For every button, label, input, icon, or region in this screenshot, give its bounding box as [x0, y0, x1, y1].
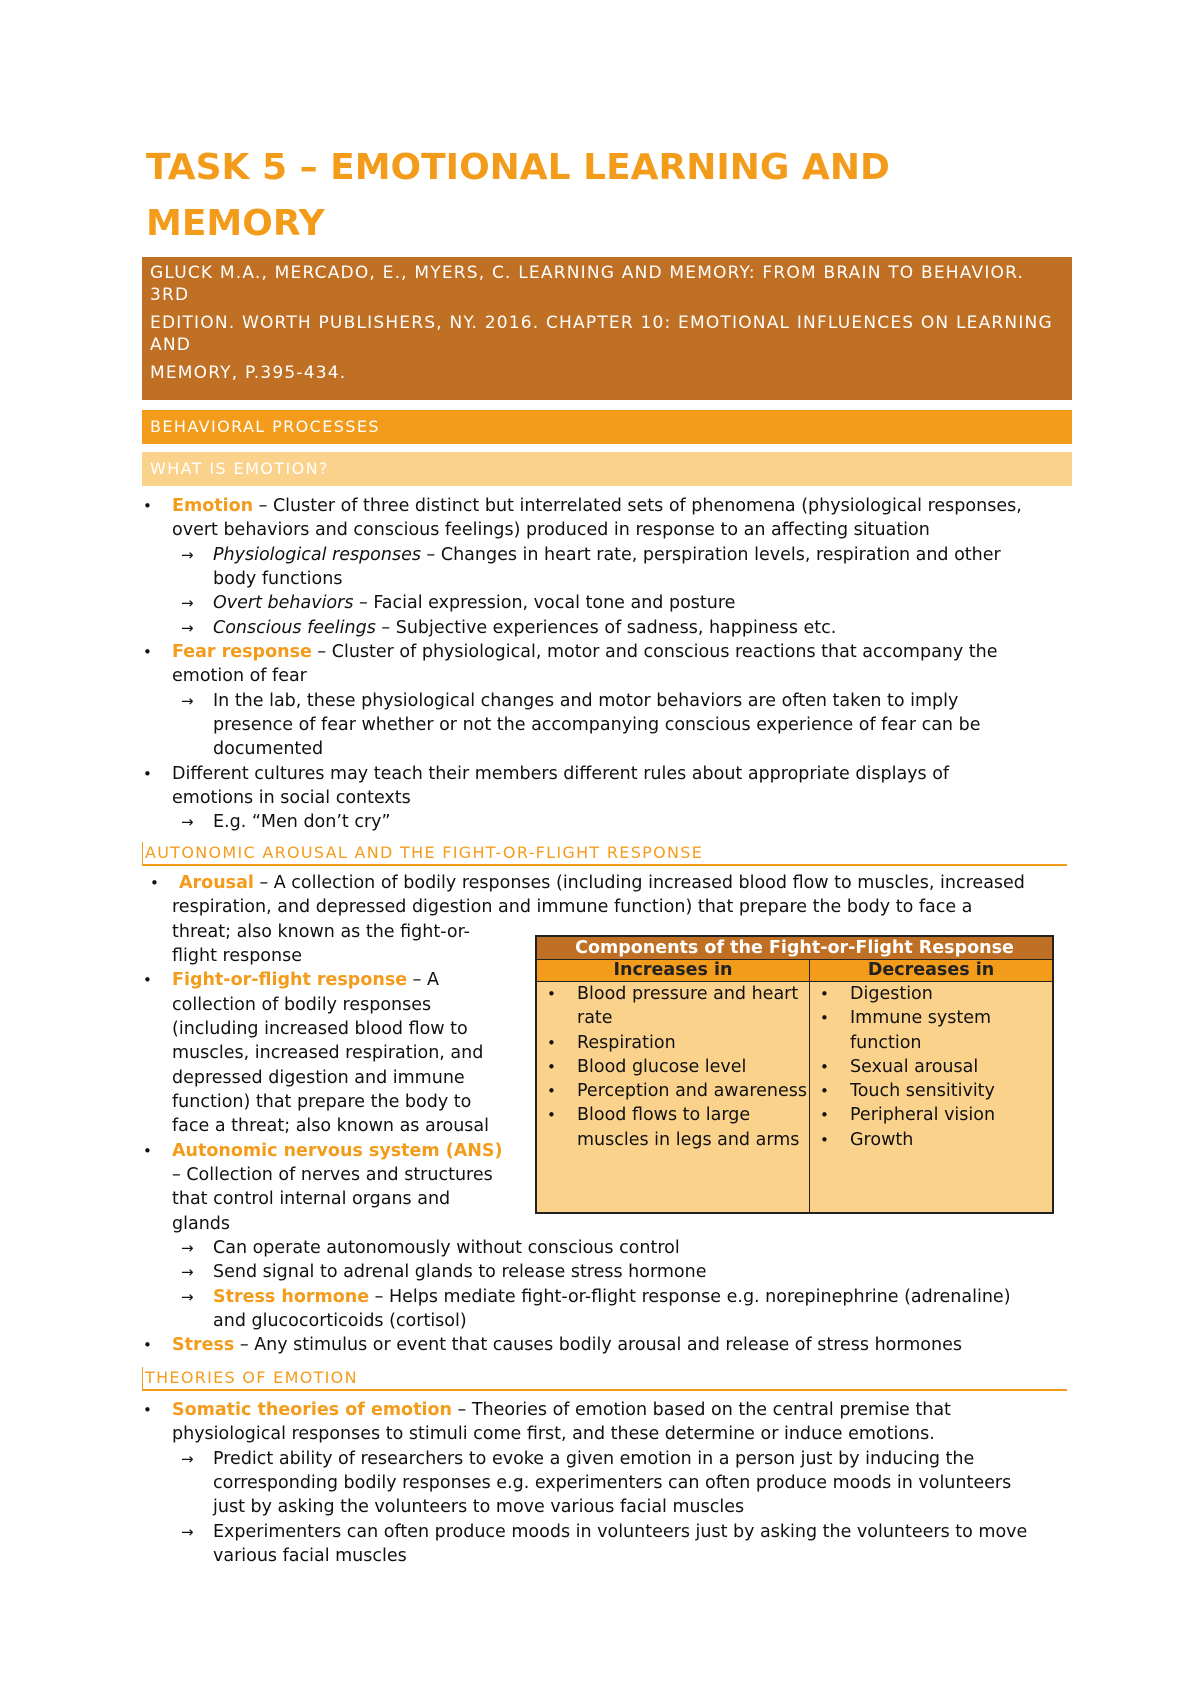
definition-text: face a threat; also known as arousal [172, 1116, 490, 1136]
list-item: • Digestion [850, 982, 1052, 1006]
list-item [172, 1398, 951, 1422]
table-caption: Components of the Fight-or-Flight Response [536, 936, 1053, 960]
list-item [179, 871, 1025, 895]
definition-text: muscles, increased respiration, and [172, 1043, 484, 1063]
definition-text: body functions [213, 569, 343, 589]
list-item [172, 494, 1022, 518]
list-item: • Blood flows to large muscles in legs and arms [577, 1103, 809, 1152]
list-item [172, 1333, 962, 1357]
list-item: • Sexual arousal [850, 1055, 1052, 1079]
definition-text: – Subjective experiences of sadness, happiness etc. [375, 618, 837, 638]
subsection-heading-emotion: WHAT IS EMOTION? [142, 452, 1072, 486]
list-item [172, 968, 439, 992]
definition-text: depressed digestion and immune [172, 1068, 465, 1088]
list-item [213, 616, 836, 640]
list-item: • Growth [850, 1128, 1052, 1152]
reference-block [142, 257, 1072, 400]
list-item: • Peripheral vision [850, 1103, 1052, 1127]
term-somatic: Somatic theories of emotion [172, 1400, 452, 1420]
definition-text: – Collection of nerves and structures [172, 1165, 493, 1185]
definition-text: (including increased blood flow to [172, 1019, 468, 1039]
term-stress-hormone: Stress hormone [213, 1287, 370, 1307]
term-ans: Autonomic nervous system (ANS) [172, 1141, 503, 1161]
list-item: → Send signal to adrenal glands to release stress hormone [213, 1260, 706, 1284]
column-header-decreases: Decreases in [810, 960, 1054, 982]
list-item: → Can operate autonomously without conscious control [213, 1236, 680, 1260]
definition-text: collection of bodily responses [172, 995, 432, 1015]
list-item: → Predict ability of researchers to evoke a given emotion in a person just by inducing the [213, 1447, 974, 1471]
definition-text: emotions in social contexts [172, 788, 411, 808]
list-item: → Experimenters can often produce moods in volunteers just by asking the volunteers to move [213, 1520, 1027, 1544]
definition-text: – Cluster of physiological, motor and conscious reactions that accompany the [311, 642, 998, 662]
definition-text: – A [407, 970, 439, 990]
term-overt: Overt behaviors [213, 593, 354, 613]
list-item: • Perception and awareness [577, 1079, 809, 1103]
definition-text: function) that prepare the body to [172, 1092, 472, 1112]
definition-text: just by asking the volunteers to move various facial muscles [213, 1497, 745, 1517]
definition-text: documented [213, 739, 324, 759]
definition-text: emotion of fear [172, 666, 307, 686]
fight-or-flight-table [535, 935, 1054, 1214]
definition-text: corresponding bodily responses e.g. experimenters can often produce moods in volunteers [213, 1473, 1012, 1493]
reference-line: EDITION. WORTH PUBLISHERS, NY. 2016. CHAPTER 10: EMOTIONAL INFLUENCES ON LEARNING AND [150, 313, 1053, 355]
term-arousal: Arousal [179, 873, 254, 893]
list-item [213, 543, 1001, 567]
list-item: → E.g. “Men don’t cry” [213, 810, 391, 834]
definition-text: – Any stimulus or event that causes bodily arousal and release of stress hormones [234, 1335, 962, 1355]
term-fight-or-flight: Fight-or-flight response [172, 970, 408, 990]
definition-text: and glucocorticoids (cortisol) [213, 1311, 467, 1331]
reference-line: GLUCK M.A., MERCADO, E., MYERS, C. LEARNING AND MEMORY: FROM BRAIN TO BEHAVIOR. 3RD [150, 263, 1025, 305]
list-item: • Blood pressure and heart rate [577, 982, 809, 1031]
definition-text: – Theories of emotion based on the central premise that [451, 1400, 951, 1420]
list-item: • Immune system function [850, 1006, 1052, 1055]
list-item: • Respiration [577, 1031, 809, 1055]
title-line-1: TASK 5 – EMOTIONAL LEARNING AND [146, 147, 890, 188]
term-conscious: Conscious feelings [213, 618, 376, 638]
list-item: → In the lab, these physiological changes and motor behaviors are often taken to imply [213, 689, 958, 713]
section-heading-behavioral: BEHAVIORAL PROCESSES [142, 410, 1072, 444]
definition-text: threat; also known as the fight-or- [172, 922, 470, 942]
definition-text: – Changes in heart rate, perspiration levels, respiration and other [420, 545, 1001, 565]
definition-text: that control internal organs and [172, 1189, 451, 1209]
subsection-heading-arousal: AUTONOMIC AROUSAL AND THE FIGHT-OR-FLIGHT RESPONSE [142, 842, 1067, 866]
list-item: • Different cultures may teach their members different rules about appropriate displays of [172, 762, 949, 786]
list-item [213, 591, 735, 615]
definition-text: – A collection of bodily responses (including increased blood flow to muscles, increased [253, 873, 1025, 893]
term-emotion: Emotion [172, 496, 254, 516]
column-header-increases: Increases in [536, 960, 810, 982]
definition-text: overt behaviors and conscious feelings) produced in response to an affecting situation [172, 520, 930, 540]
term-physiological: Physiological responses [213, 545, 421, 565]
definition-text: respiration, and depressed digestion and immune function) that prepare the body to face a [172, 897, 973, 917]
definition-text: – Facial expression, vocal tone and posture [353, 593, 736, 613]
list-item [213, 1285, 1011, 1309]
definition-text: – Helps mediate fight-or-flight response e.g. norepinephrine (adrenaline) [369, 1287, 1011, 1307]
term-stress: Stress [172, 1335, 235, 1355]
list-item: • Touch sensitivity [850, 1079, 1052, 1103]
page-title [146, 140, 1046, 252]
title-line-2: MEMORY [146, 203, 325, 244]
definition-text: flight response [172, 946, 302, 966]
definition-text: physiological responses to stimuli come first, and these determine or induce emotions. [172, 1424, 935, 1444]
definition-text: various facial muscles [213, 1546, 407, 1566]
list-item [172, 1139, 503, 1163]
definition-text: glands [172, 1214, 231, 1234]
increases-cell [536, 982, 810, 1214]
term-fear-response: Fear response [172, 642, 312, 662]
reference-line: MEMORY, P.395-434. [150, 363, 347, 383]
list-item [172, 640, 998, 664]
definition-text: presence of fear whether or not the accompanying conscious experience of fear can be [213, 715, 981, 735]
list-item: • Blood glucose level [577, 1055, 809, 1079]
subsection-heading-theories: THEORIES OF EMOTION [142, 1367, 1067, 1391]
definition-text: – Cluster of three distinct but interrelated sets of phenomena (physiological responses, [253, 496, 1022, 516]
decreases-cell [810, 982, 1054, 1214]
